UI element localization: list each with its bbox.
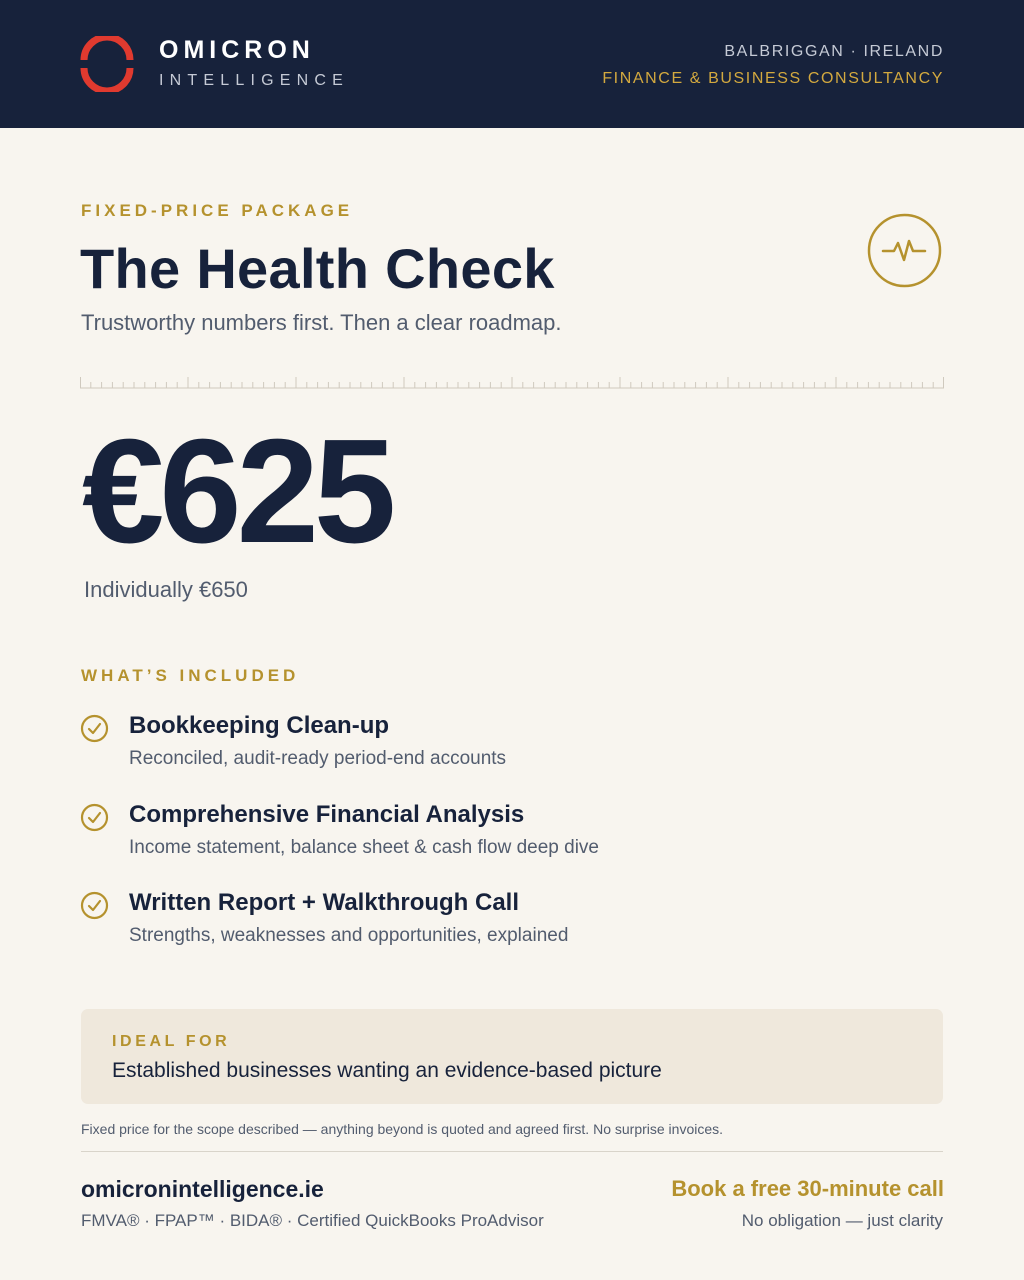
included-item-desc: Income statement, balance sheet & cash flow deep dive: [129, 837, 599, 858]
ideal-for-text: Established businesses wanting an evidence-based picture: [112, 1059, 662, 1082]
location-label: BALBRIGGAN · IRELAND: [724, 43, 944, 60]
footer-divider: [81, 1151, 943, 1152]
omicron-logo-icon: [80, 36, 134, 92]
firm-type-label: FINANCE & BUSINESS CONSULTANCY: [602, 70, 944, 87]
included-label: WHAT’S INCLUDED: [81, 666, 300, 685]
package-eyebrow: FIXED-PRICE PACKAGE: [81, 201, 354, 220]
check-circle-icon: [80, 891, 109, 920]
credentials-text: FMVA® · FPAP™ · BIDA® · Certified QuickBooks ProAdvisor: [81, 1211, 544, 1230]
package-tagline: Trustworthy numbers first. Then a clear roadmap.: [81, 310, 562, 335]
list-item: [80, 714, 940, 784]
website-link[interactable]: omicronintelligence.ie: [81, 1176, 324, 1202]
included-item-title: Bookkeeping Clean-up: [129, 712, 390, 739]
brand-name: OMICRON: [159, 36, 315, 64]
fine-print: Fixed price for the scope described — anything beyond is quoted and agreed first. No surprise invoices.: [81, 1121, 724, 1137]
included-item-desc: Reconciled, audit-ready period-end accounts: [129, 748, 507, 769]
list-item: [80, 803, 940, 873]
ideal-for-box: [81, 1009, 943, 1104]
package-price: €625: [82, 409, 392, 574]
header-bar: [0, 0, 1024, 128]
ideal-for-label: IDEAL FOR: [112, 1033, 231, 1050]
brand-subtitle: INTELLIGENCE: [159, 72, 349, 89]
measurement-ruler: [80, 374, 944, 390]
pulse-icon: [867, 213, 942, 288]
included-item-title: Comprehensive Financial Analysis: [129, 801, 525, 828]
list-item: [80, 891, 940, 961]
book-call-link[interactable]: Book a free 30-minute call: [671, 1176, 944, 1201]
included-item-desc: Strengths, weaknesses and opportunities, explained: [129, 925, 569, 946]
cta-subtext: No obligation — just clarity: [741, 1211, 943, 1230]
check-circle-icon: [80, 803, 109, 832]
included-item-title: Written Report + Walkthrough Call: [129, 889, 520, 916]
individual-price-note: Individually €650: [84, 577, 248, 602]
check-circle-icon: [80, 714, 109, 743]
package-title: The Health Check: [80, 237, 555, 300]
